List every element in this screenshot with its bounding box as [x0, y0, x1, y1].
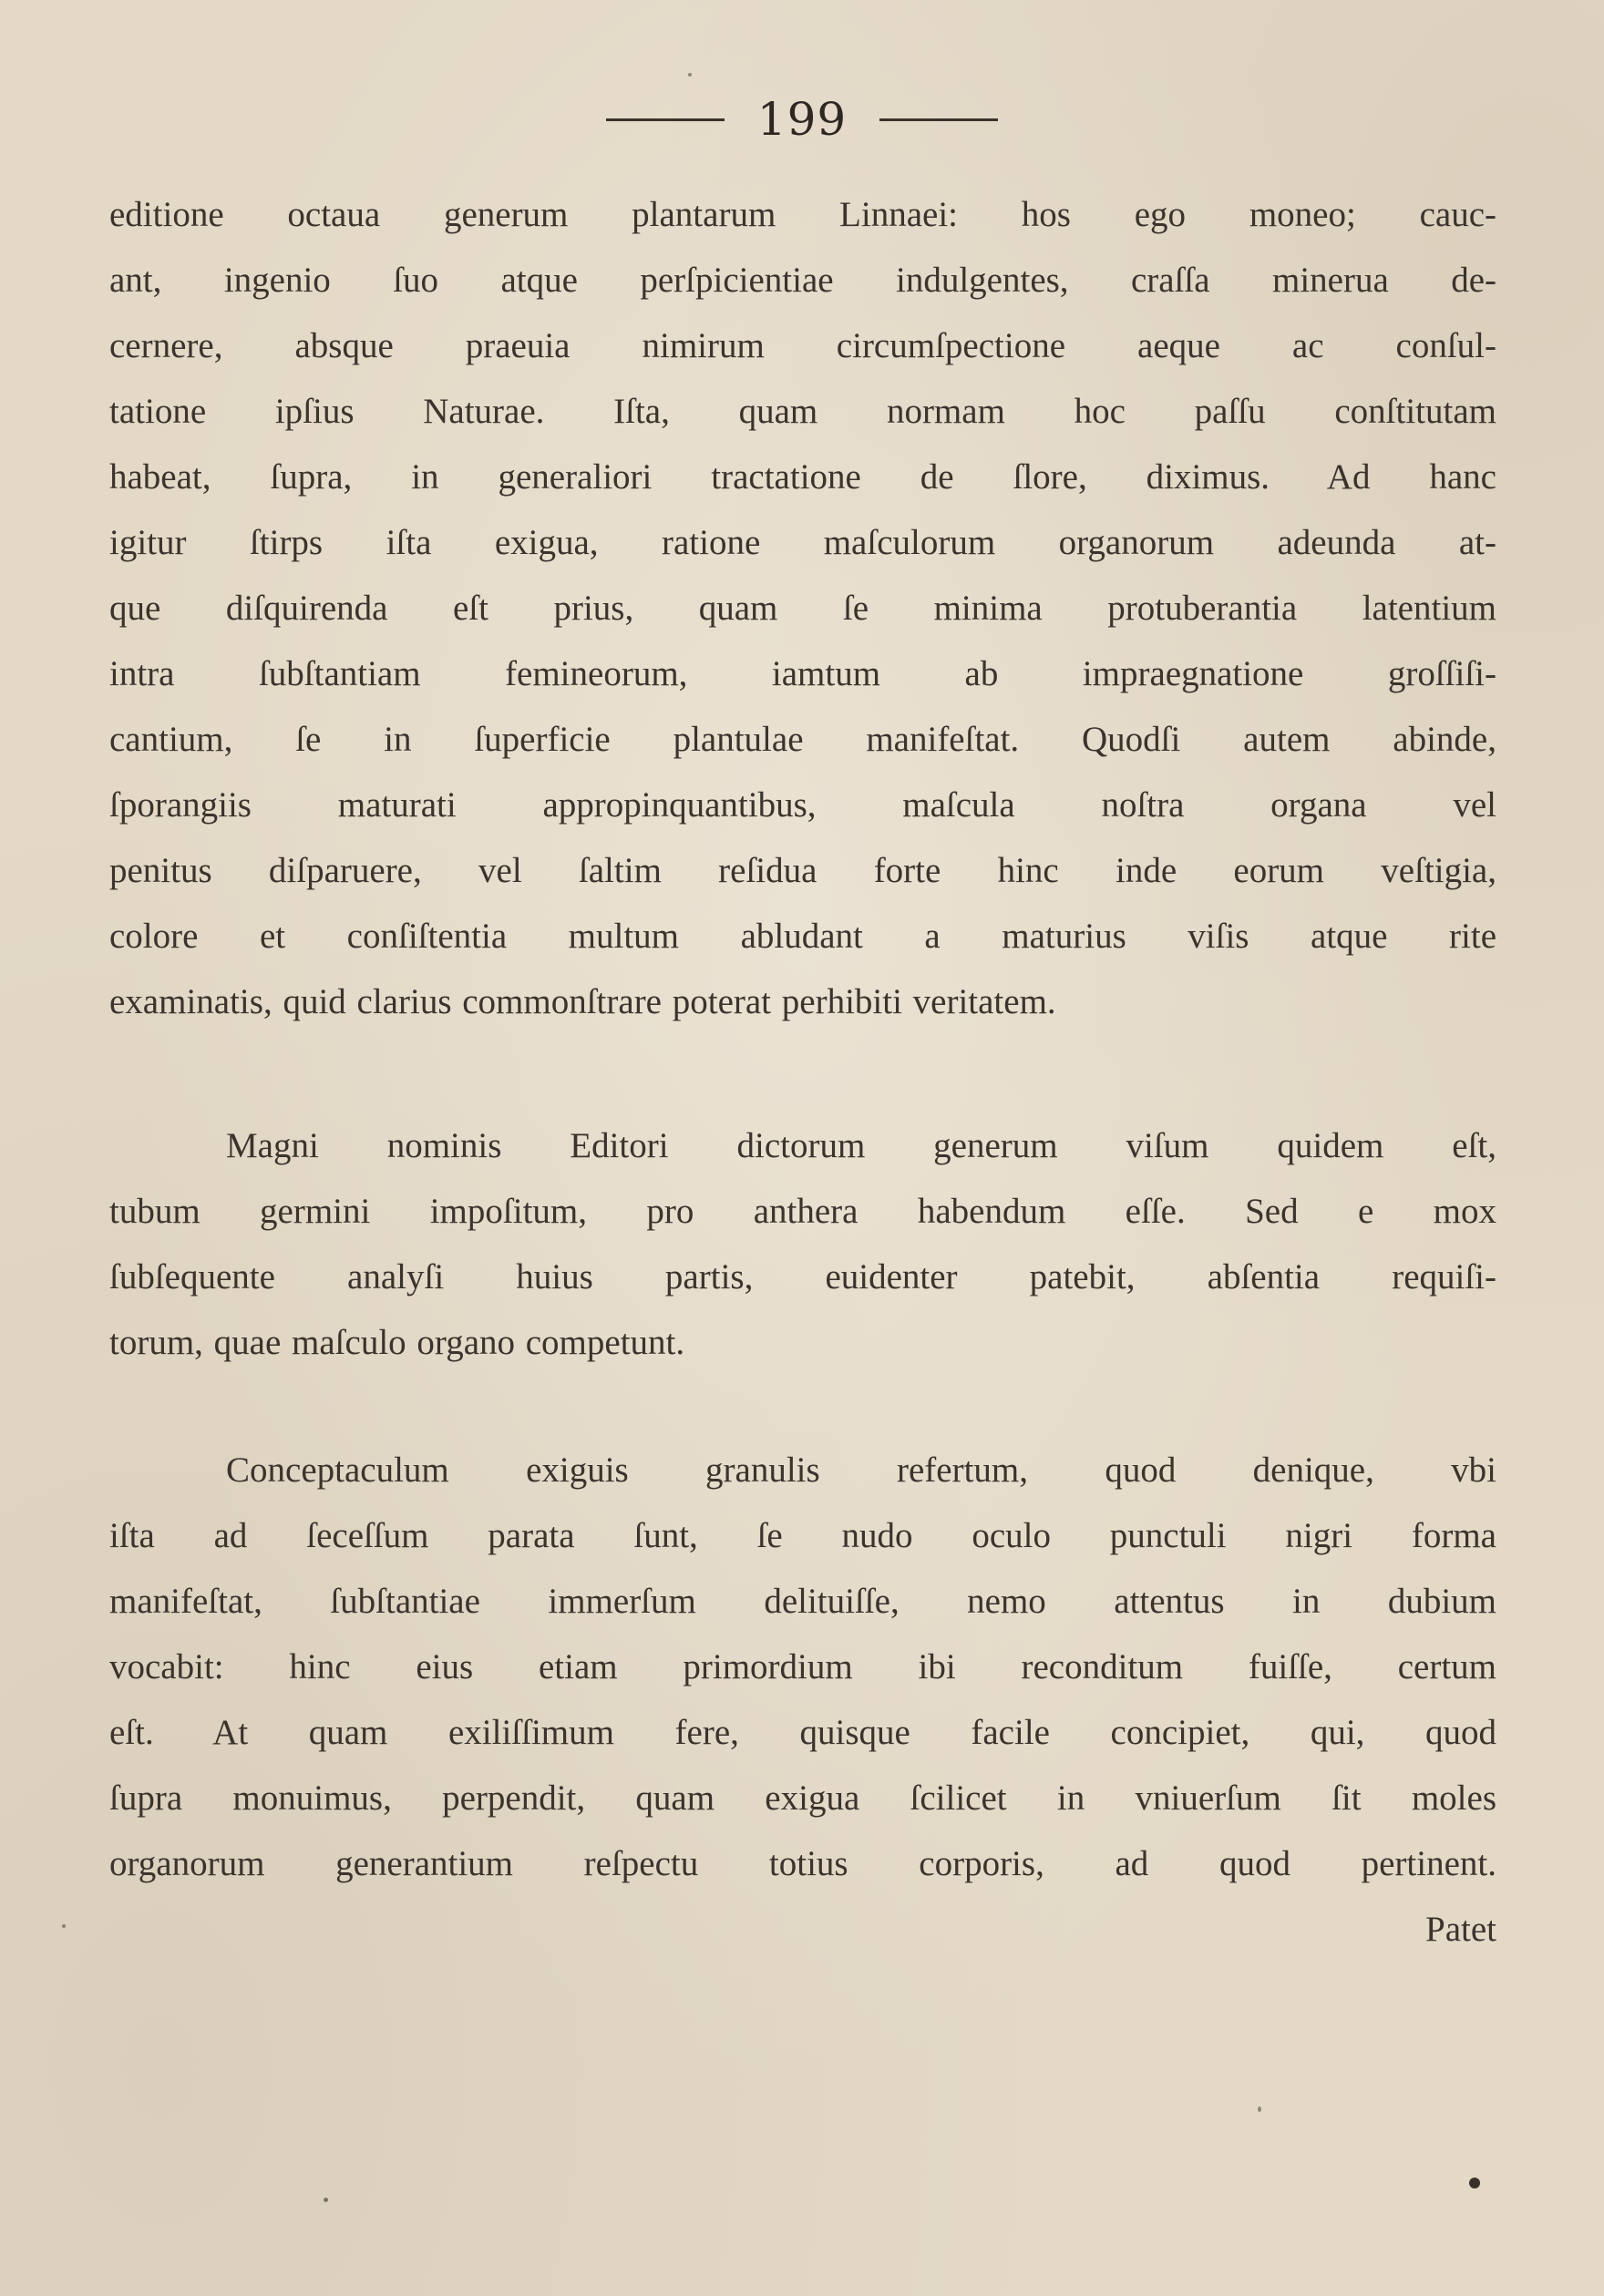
text-line: intra ſubſtantiam femineorum, iamtum ab impraegnatione groſſiſi-: [109, 654, 1496, 693]
page-number: 199: [756, 93, 848, 146]
paper-speck: [1258, 2106, 1261, 2112]
paper-speck: [1469, 2178, 1480, 2188]
text-line: editione octaua generum plantarum Linnaei: hos ego moneo; cauc-: [109, 195, 1496, 234]
paper-speck: [688, 73, 692, 77]
paper-speck: [62, 1924, 66, 1928]
text-line: cantium, ſe in ſuperficie plantulae manifeſtat. Quodſi autem abinde,: [109, 720, 1496, 759]
text-line: penitus diſparuere, vel ſaltim reſidua forte hinc inde eorum veſtigia,: [109, 851, 1496, 890]
paragraph-2: [109, 1113, 1496, 1376]
text-line: iſta ad ſeceſſum parata ſunt, ſe nudo oculo punctuli nigri forma: [109, 1516, 1496, 1555]
text-line: cernere, absque praeuia nimirum circumſpectione aeque ac conſul-: [109, 326, 1496, 365]
header-rule-right: [879, 118, 998, 121]
text-line: Magni nominis Editori dictorum generum viſum quidem eſt,: [226, 1126, 1496, 1165]
text-line: Conceptaculum exiguis granulis refertum, quod denique, vbi: [226, 1450, 1496, 1490]
text-line: colore et conſiſtentia multum abludant a maturius viſis atque rite: [109, 917, 1496, 956]
text-line: tatione ipſius Naturae. Iſta, quam normam hoc paſſu conſtitutam: [109, 392, 1496, 431]
paragraph-1: [109, 182, 1496, 1035]
text-line: que diſquirenda eſt prius, quam ſe minima protuberantia latentium: [109, 589, 1496, 628]
text-line: torum, quae maſculo organo competunt.: [109, 1323, 685, 1362]
text-line: habeat, ſupra, in generaliori tractatione de ſlore, diximus. Ad hanc: [109, 457, 1496, 497]
text-line: igitur ſtirps iſta exigua, ratione maſculorum organorum adeunda at-: [109, 523, 1496, 562]
text-line: ſporangiis maturati appropinquantibus, maſcula noſtra organa vel: [109, 785, 1496, 825]
text-line: ſubſequente analyſi huius partis, euidenter patebit, abſentia requiſi-: [109, 1257, 1496, 1297]
text-line: ſupra monuimus, perpendit, quam exigua ſcilicet in vniuerſum ſit moles: [109, 1778, 1496, 1818]
paragraph-3: [109, 1438, 1496, 1963]
text-line: vocabit: hinc eius etiam primordium ibi reconditum fuiſſe, certum: [109, 1647, 1496, 1686]
header-rule-left: [606, 118, 725, 121]
text-line: manifeſtat, ſubſtantiae immerſum delituiſſe, nemo attentus in dubium: [109, 1582, 1496, 1621]
text-line: examinatis, quid clarius commonſtrare poterat perhibiti veritatem.: [109, 982, 1056, 1021]
catchword: Patet: [1425, 1910, 1496, 1949]
paper-speck: [324, 2198, 328, 2202]
text-line: organorum generantium reſpectu totius corporis, ad quod pertinent.: [109, 1844, 1496, 1883]
text-line: tubum germini impoſitum, pro anthera habendum eſſe. Sed e mox: [109, 1192, 1496, 1231]
page-header: [0, 87, 1604, 151]
text-line: eſt. At quam exiliſſimum fere, quisque facile concipiet, qui, quod: [109, 1713, 1496, 1752]
text-line: ant, ingenio ſuo atque perſpicientiae indulgentes, craſſa minerua de-: [109, 261, 1496, 300]
